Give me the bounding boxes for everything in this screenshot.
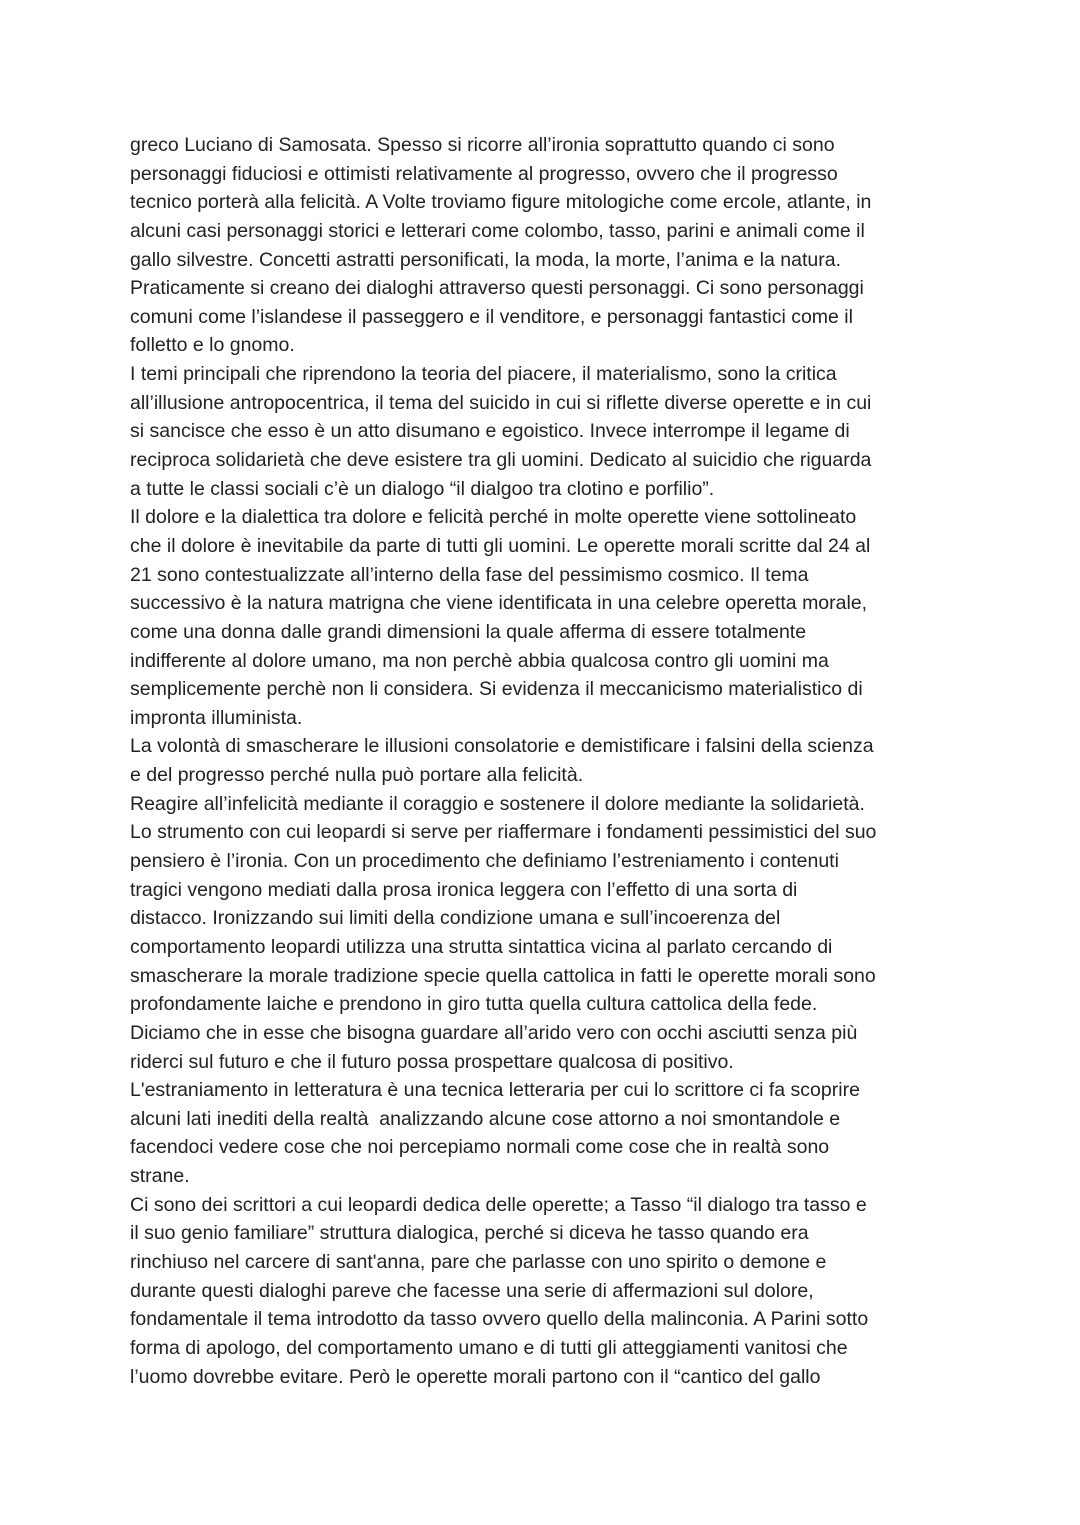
text-line: alcuni lati inediti della realtà analizzando alcune cose attorno a noi smontandole e	[130, 1107, 841, 1130]
text-line: e del progresso perché nulla può portare alla felicità.	[130, 764, 584, 787]
text-line: Reagire all’infelicità mediante il coraggio e sostenere il dolore mediante la solidarietà.	[130, 792, 865, 815]
text-line: Il dolore e la dialettica tra dolore e felicità perché in molte operette viene sottolineato	[130, 506, 857, 529]
text-line: fondamentale il tema introdotto da tasso ovvero quello della malinconia. A Parini sotto	[130, 1308, 869, 1331]
text-line: facendoci vedere cose che noi percepiamo normali come cose che in realtà sono	[130, 1136, 830, 1159]
text-line: tecnico porterà alla felicità. A Volte troviamo figure mitologiche come ercole, atlante, in	[130, 191, 872, 214]
text-line: La volontà di smascherare le illusioni consolatorie e demistificare i falsini della scienza	[130, 735, 874, 758]
text-line: che il dolore è inevitabile da parte di tutti gli uomini. Le operette morali scritte dal 24 al	[130, 534, 871, 557]
text-line: indifferente al dolore umano, ma non perchè abbia qualcosa contro gli uomini ma	[130, 649, 829, 672]
text-line: il suo genio familiare” struttura dialogica, perché si diceva he tasso quando era	[130, 1222, 809, 1245]
text-line: Praticamente si creano dei dialoghi attraverso questi personaggi. Ci sono personaggi	[130, 277, 864, 300]
text-line: impronta illuminista.	[130, 706, 303, 729]
text-line: Ci sono dei scrittori a cui leopardi dedica delle operette; a Tasso “il dialogo tra tasso e	[130, 1193, 867, 1216]
text-line: Lo strumento con cui leopardi si serve per riaffermare i fondamenti pessimistici del suo	[130, 821, 877, 844]
text-line: folletto e lo gnomo.	[130, 334, 295, 357]
text-line: tragici vengono mediati dalla prosa ironica leggera con l’effetto di una sorta di	[130, 878, 798, 901]
text-line: greco Luciano di Samosata. Spesso si ricorre all’ironia soprattutto quando ci sono	[130, 134, 835, 156]
text-line: profondamente laiche e prendono in giro tutta quella cultura cattolica della fede.	[130, 993, 818, 1016]
text-line: durante questi dialoghi pareve che facesse una serie di affermazioni sul dolore,	[130, 1279, 814, 1302]
text-line: L'estraniamento in letteratura è una tecnica letteraria per cui lo scrittore ci fa scoprire	[130, 1079, 860, 1102]
text-line: personaggi fiduciosi e ottimisti relativamente al progresso, ovvero che il progresso	[130, 162, 838, 185]
text-line: comuni come l’islandese il passeggero e il venditore, e personaggi fantastici come il	[130, 305, 853, 328]
text-line: Diciamo che in esse che bisogna guardare all’arido vero con occhi asciutti senza più	[130, 1021, 858, 1044]
text-line: a tutte le classi sociali c’è un dialogo “il dialgoo tra clotino e porfilio”.	[130, 477, 715, 500]
text-line: successivo è la natura matrigna che viene identificata in una celebre operetta morale,	[130, 592, 868, 615]
text-line: all’illusione antropocentrica, il tema del suicido in cui si riflette diverse operette e in cui	[130, 391, 872, 414]
text-line: alcuni casi personaggi storici e letterari come colombo, tasso, parini e animali come il	[130, 219, 865, 242]
text-line: smascherare la morale tradizione specie quella cattolica in fatti le operette morali sono	[130, 964, 876, 987]
text-line: strane.	[130, 1165, 190, 1188]
text-line: forma di apologo, del comportamento umano e di tutti gli atteggiamenti vanitosi che	[130, 1336, 848, 1359]
text-line: I temi principali che riprendono la teoria del piacere, il materialismo, sono la critica	[130, 363, 837, 386]
text-line: riderci sul futuro e che il futuro possa prospettare qualcosa di positivo.	[130, 1050, 734, 1073]
text-line: gallo silvestre. Concetti astratti personificati, la moda, la morte, l’anima e la natura.	[130, 248, 841, 271]
text-line: semplicemente perchè non li considera. Si evidenza il meccanicismo materialistico di	[130, 678, 863, 701]
text-line: reciproca solidarietà che deve esistere tra gli uomini. Dedicato al suicidio che riguarda	[130, 449, 872, 472]
document-page	[130, 131, 1030, 1391]
text-line: comportamento leopardi utilizza una strutta sintattica vicina al parlato cercando di	[130, 935, 833, 958]
text-line: pensiero è l’ironia. Con un procedimento che definiamo l’estreniamento i contenuti	[130, 850, 839, 873]
text-line: rinchiuso nel carcere di sant'anna, pare che parlasse con uno spirito o demone e	[130, 1250, 827, 1273]
text-line: si sancisce che esso è un atto disumano e egoistico. Invece interrompe il legame di	[130, 420, 850, 443]
text-line: 21 sono contestualizzate all’interno della fase del pessimismo cosmico. Il tema	[130, 563, 809, 586]
text-line: l’uomo dovrebbe evitare. Però le operette morali partono con il “cantico del gallo	[130, 1365, 821, 1388]
text-line: distacco. Ironizzando sui limiti della condizione umana e sull’incoerenza del	[130, 907, 781, 930]
text-line: come una donna dalle grandi dimensioni la quale afferma di essere totalmente	[130, 620, 807, 643]
